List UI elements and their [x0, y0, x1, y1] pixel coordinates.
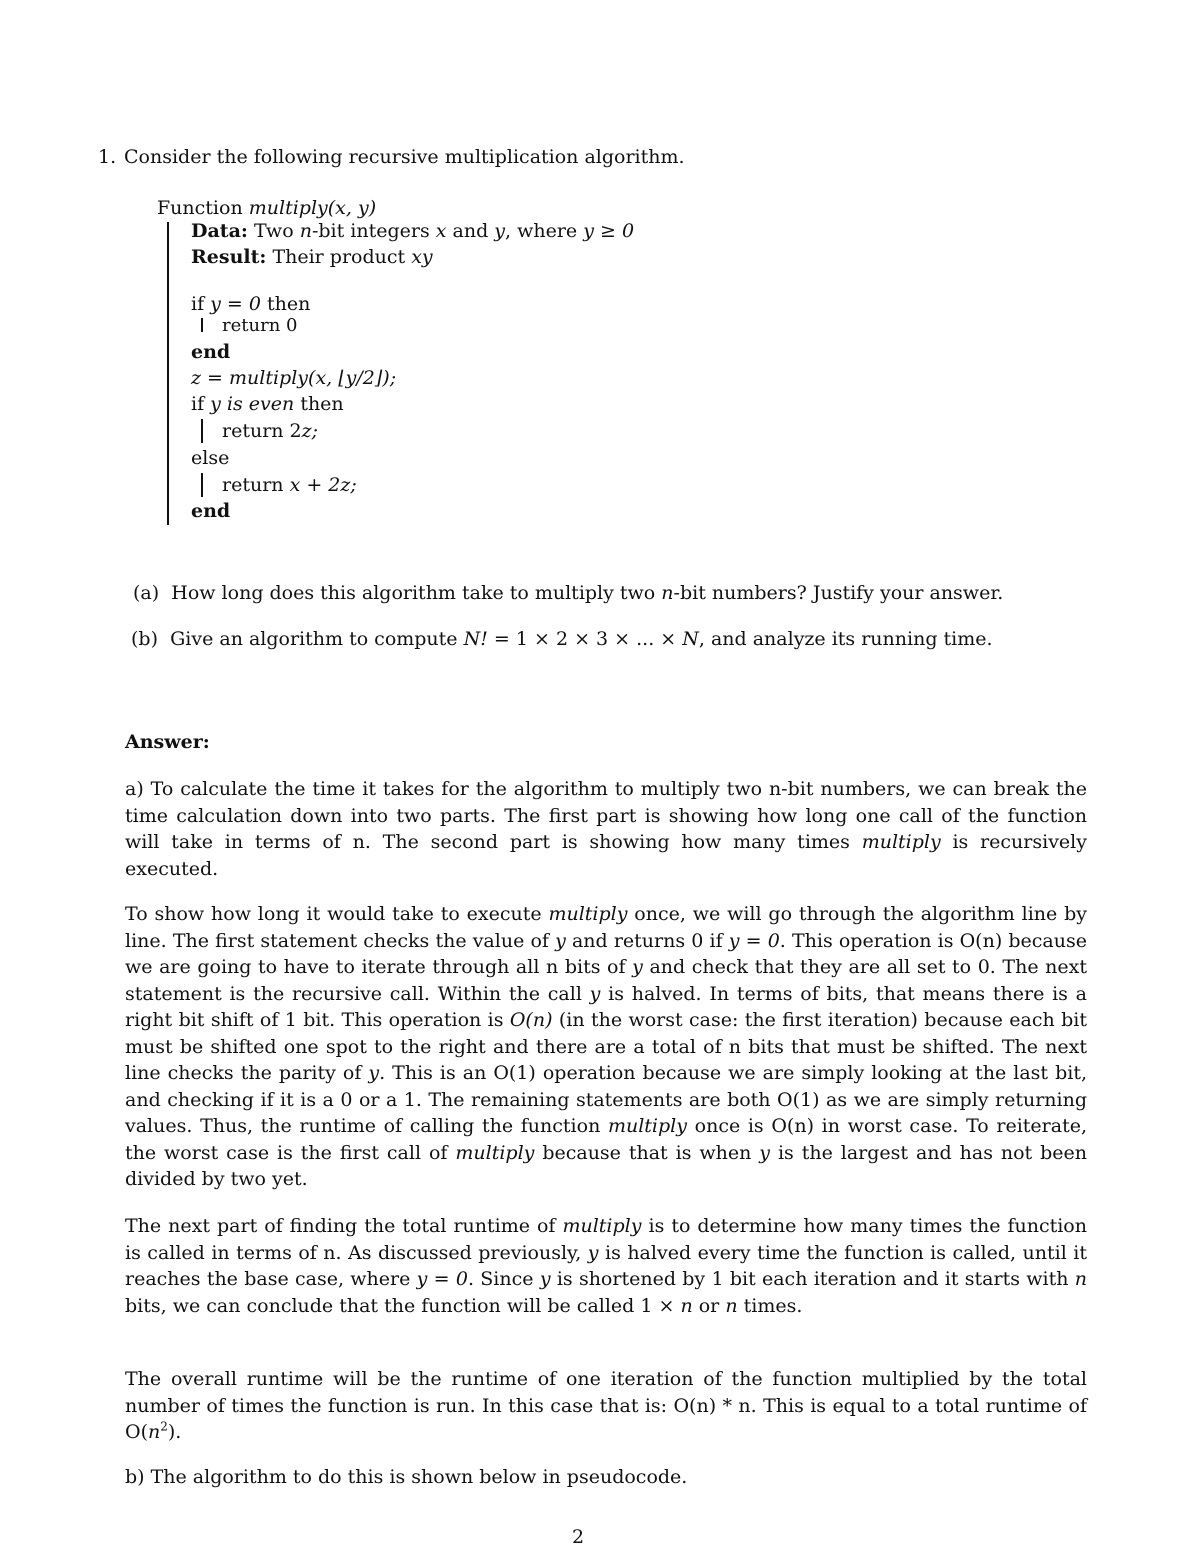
answer-paragraph-2: To show how long it would take to execute multiply once, we will go through the algorithm line by line. The first statement checks the value of y and returns 0 if y = 0. This operation is O(n) because we are going to have to iterate through all n bits of y and check that they are all set to 0. The next statement is the recursive call. Within the call y is halved. In terms of bits, that means there is a right bit shift of 1 bit. This operation is O(n) (in the worst case: the first iteration) because each bit must be shifted one spot to the right and there are a total of n bits that must be shifted. The next line checks the parity of y. This is an O(1) operation because we are simply looking at the last bit, and checking if it is a 0 or a 1. The remaining statements are both O(1) as we are simply returning values. Thus, the runtime of calling the function multiply once is O(n) in worst case. To reiterate, the worst case is the first call of multiply because that is when y is the largest and has not been divided by two yet.	[125, 903, 1088, 1190]
part-b: (b) Give an algorithm to compute N! = 1 × 2 × 3 × ... × N, and analyze its running time.	[131, 628, 993, 650]
function-signature: multiply(x, y)	[248, 197, 377, 219]
answer-heading: Answer:	[125, 731, 210, 753]
code-if-1: if y = 0 then	[191, 293, 311, 315]
page-number: 2	[572, 1526, 585, 1548]
result-line: Result: Their product xy	[191, 246, 433, 268]
code-return-0: return 0	[222, 315, 298, 336]
data-line: Data: Two n-bit integers x and y, where y ≥ 0	[191, 220, 635, 242]
answer-paragraph-5: b) The algorithm to do this is shown below in pseudocode.	[125, 1466, 688, 1488]
answer-paragraph-4: The overall runtime will be the runtime of one iteration of the function multiplied by the total number of times the function is run. In this case that is: O(n) * n. This is equal to a total runtime of $O(n^2)$.	[125, 1368, 1087, 1443]
code-return-2z: return 2z;	[222, 420, 319, 442]
answer-paragraph-3: The next part of finding the total runtime of multiply is to determine how many times the function is called in terms of n. As discussed previously, y is halved every time the function is called, until it reaches the base case, where y = 0. Since y is shortened by 1 bit each iteration and it starts with n bits, we can conclude that the function will be called 1 × n or n times.	[125, 1215, 1087, 1317]
result-keyword: Result:	[191, 246, 267, 268]
function-keyword: Function	[157, 197, 243, 219]
if2-body-bar	[201, 419, 203, 443]
function-header	[157, 197, 376, 219]
part-a: (a) How long does this algorithm take to multiply two n-bit numbers? Justify your answer.	[133, 582, 1004, 604]
problem-intro: Consider the following recursive multiplication algorithm.	[124, 146, 685, 168]
code-z-assign: z = multiply(x, ⌊y/2⌋);	[191, 367, 397, 389]
function-body-bar	[167, 222, 169, 525]
part-b-label: (b)	[131, 628, 158, 650]
code-end-2: end	[191, 500, 231, 522]
data-keyword: Data:	[191, 220, 248, 242]
code-return-x2z: return x + 2z;	[222, 474, 357, 496]
else-body-bar	[201, 473, 203, 497]
part-a-label: (a)	[133, 582, 160, 604]
code-end-1: end	[191, 341, 231, 363]
code-else: else	[191, 447, 230, 469]
problem-number: 1.	[98, 146, 117, 168]
code-if-2: if y is even then	[191, 393, 344, 415]
if1-body-bar	[201, 318, 203, 332]
answer-paragraph-1: a) To calculate the time it takes for the algorithm to multiply two n-bit numbers, we can break the time calculation down into two parts. The first part is showing how long one call of the function will take in terms of n. The second part is showing how many times multiply is recursively executed.	[125, 778, 1087, 880]
